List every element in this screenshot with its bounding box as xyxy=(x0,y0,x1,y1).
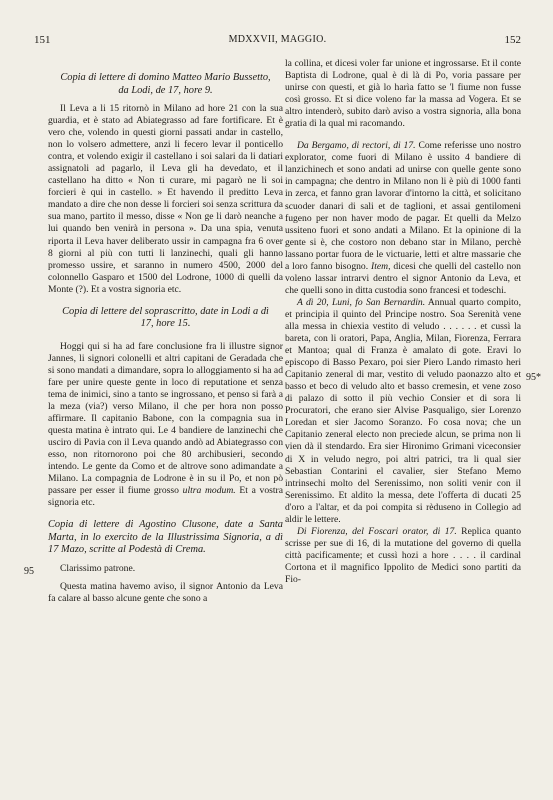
letter-heading-3: Copia di lettere di Agostino Clusone, date a Santa Marta, in lo exercito de la Illustrissima Signoria, a dì 17 Mazo, scritte al Podestà di Crema. xyxy=(48,519,283,556)
bergamo-entry xyxy=(285,140,521,297)
letter-body-2-italic: ultra modum. xyxy=(182,485,236,497)
right-column xyxy=(285,58,521,586)
san-bernardin-text: Annual quarto compito, et principia il quinto del Principe nostro. Soa Serenità vene alla messa in chiexia vestito di veludo . . . . . . et cussì la bareta, con li oratori, Papa, Anglia, Milan, Fiorenza, Ferrara et Mantoa; qual di Franza è amalato di gote. Eravi lo episcopo di Basso Pexaro, poi sier Piero Lando rimasto heri Capitanio zeneral di mar, vestito di veludo paonazzo alto et basso et beco di veludo alto et basso cremesin, et vene zoso di palazo di sotto il più vechio Consier et di sora li Procuratori, che erano sier Alvise Pasqualigo, sier Lorenzo Loredan et sier Jacomo Soranzo. Fo cosa nova; che un Capitanio zeneral electo non preciede alcun, se prima non li vien dà il stendardo. Era sier Hironimo Grimani viceconsier di X in veludo negro, poi altri patrici, tra li qual sier Sebastian Contarini el cavalier, sier Stefano Memo intrinsechi molto del Serenissimo, non soliti venir con il Serenissimo. Et aldito la messa, dete l'offerta di ducati 25 d'oro a l'altar, et da poi compita si rèduseno in Collegio ad aldir le lettere. xyxy=(285,296,521,525)
margin-note-right: 95* xyxy=(526,372,541,383)
running-title: MDXXVII, MAGGIO. xyxy=(228,34,327,45)
letter-body-2-text: Hoggi qui si ha ad fare conclusione fra li illustre signor Jannes, li signori colonelli et altri capitani de Geradada che si sono mandati a dimandare, sopra lo alloggiamento si ha ad fare per unire queste gente in loco di reputatione et senza tema de inimici, sino a tanto se ingrossano, et penso si farà a la meza (via?) verso Milano, il che per hora non posso affirmare. Il capitanio Babone, con la compagnia sua in questa matina è intrato qui. Le 4 bandiere de lanzinechi che usciro di Pavia con il Leva quando andò ad Abiategrasso con esso, non ritornorono poi che 80 archibusieri, secondo intendo. Le gente da Como et de altrove sono adimandate a Milano. La compagnia de Lodrone è in su il Po, et non pò passare per esser il fiume grosso xyxy=(48,340,283,497)
salutation: Clarissimo patrone. xyxy=(60,562,136,574)
left-column xyxy=(48,58,283,605)
fiorenza-text: Replica quanto scrisse per sue di 16, di la mutatione del governo di quella città pacificamente; et cussì hozi a hore . . . . il cardinal Cortona et il magnifico Ippolito de Medici sono partiti da Fio- xyxy=(285,525,522,585)
page-number-left: 151 xyxy=(34,34,51,46)
page-number-right: 152 xyxy=(504,34,521,46)
letter-heading-2: Copia di lettere del soprascritto, date in Lodi a dì 17, hore 15. xyxy=(62,305,269,330)
letter-body-2 xyxy=(48,341,283,510)
san-bernardin-heading: A dì 20, Luni, fo San Bernardin. xyxy=(297,296,426,308)
bergamo-text: Come referisse uno nostro explorator, come fuori di Milano è ussito 4 bandiere di lanzichinech et sono andati ad unirse con quelle gente sono in campagna; che dentro in Milano non li è più di 1000 fanti in zerca, et fanno gran lavorar d'intorno la città, et solicitano scuoder danari di sali et de taglioni, et assai gentilomeni fugeno per non haver modo de pagar. Et quelli da Melzo ussiteno fuori et sono andati a Milano. Et la opinione di la gente si è, che costoro non debano star in Milano, perchè lassano portar fuora de le victuarie, letti et altre massarie che a loro fanno bisogno. xyxy=(285,140,521,272)
san-bernardin-entry xyxy=(285,297,521,526)
bergamo-item-label: Item, xyxy=(371,260,391,272)
margin-note-left: 95 xyxy=(24,566,34,577)
fiorenza-heading: Di Fiorenza, del Foscari orator, di 17. xyxy=(297,525,457,537)
fiorenza-entry xyxy=(285,526,521,586)
bergamo-tail: dicesi che quelli del castello non voleno lassar intrarvi dentro el signor Antonio da Leva, et che quelli sono in ditta custodia sono francesi et todeschi. xyxy=(285,260,521,296)
running-header xyxy=(34,34,521,52)
letter-body-2-end: Et a vostra signoria etc. xyxy=(48,485,283,509)
right-body-continued: la collina, et dicesi voler far unione et ingrossarse. Et il conte Baptista di Lodrone, qual è di là di Po, voria passare per unirse con questi, et già lo harìa fatto se 'l fiume non fusse così grosso. Et si dice voleno far la massa ad Vogera. Et se altro intenderò, subito darò aviso a vostra signoria, alla bona gratia di la qual mi racomando. xyxy=(285,58,521,130)
letter-heading-1: Copia di lettere di domino Matteo Mario Bussetto, da Lodi, de 17, hore 9. xyxy=(60,72,271,96)
letter-body-1: Il Leva a li 15 ritornò in Milano ad hore 21 con la sua guardia, et è stato ad Abiategrasso ad fare fortificare. Et è vero che, volendo in questi giorni passati andar in castello, non lo volsero admettere, anzi li fecero levar il ponticello contra, et volendo exigir il castellano i soi salari da li datiari assignatoli ad pagarlo, il Leva gli ha devedato, et il castellano ha ditto « Non ti curare, mi pagarò ne li soi forcieri è qui in castello. » Et havendo il preditto Leva mandato a dire che non desse li forcieri soi senza scrittura da sua mano, partito il messo, disse « Non ge li darò neanche a lui quando ben venirà in persona ». Da una spia, venuta riporta il Leva haver deliberato ussir in campagna fra 6 over 8 giorni al più con tutti li lanzinechi, quali gli hanno promesso ussire, et saranno in numero 4500, 2000 del colonnello Gasparo et 1500 del Lodrone, 1000 di quelli da Monte (?). Et a vostra signoria etc. xyxy=(48,103,283,295)
letter-body-3: Questa matina havemo aviso, il signor Antonio da Leva fa calare al basso alcune gente che sono a xyxy=(48,580,283,604)
bergamo-heading: Da Bergamo, di rectori, di 17. xyxy=(297,140,416,152)
